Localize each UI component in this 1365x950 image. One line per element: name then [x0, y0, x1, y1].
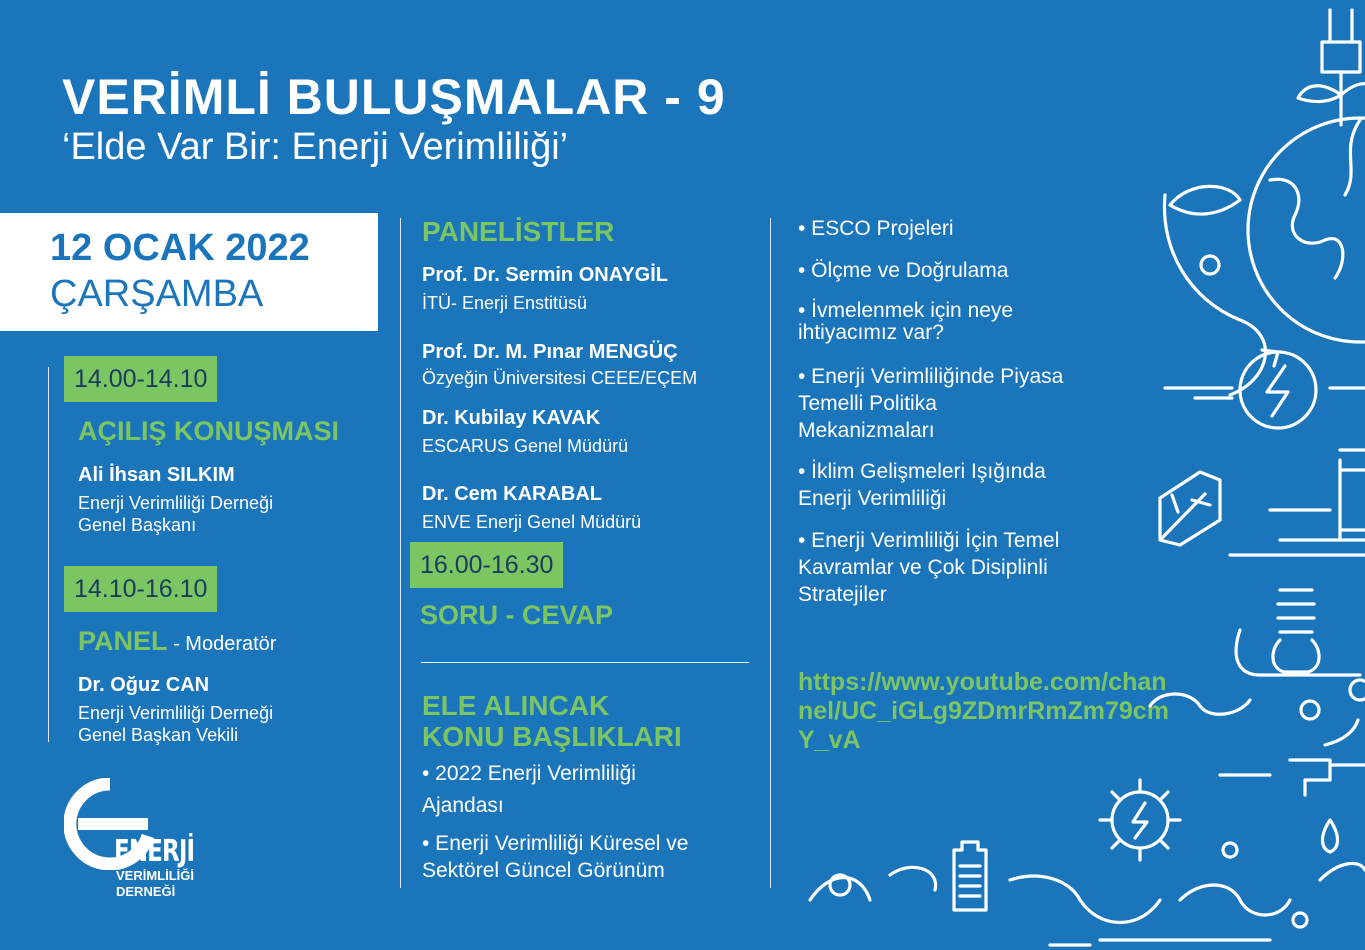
panelist-3-name: Dr. Kubilay KAVAK [422, 407, 601, 429]
topic-item: • Enerji Verimliliği İçin Temel Kavramlar ve Çok Disiplinli Stratejiler [798, 529, 1060, 606]
panelist-3-role: ESCARUS Genel Müdürü [422, 436, 629, 456]
topics-heading [422, 690, 682, 752]
pipe-icon [1230, 450, 1365, 555]
qa-time-badge: 16.00-16.30 [410, 542, 563, 588]
topic-item: • Enerji Verimliliğinde Piyasa Temelli Politika Mekanizmaları [798, 365, 1064, 442]
qa-heading: SORU - CEVAP [420, 600, 614, 630]
panel-heading-suffix: - Moderatör [167, 633, 277, 655]
moderator-name: Dr. Oğuz CAN [78, 674, 210, 696]
sprout-icon [1298, 84, 1365, 102]
qa-separator [421, 662, 749, 663]
event-day: ÇARŞAMBA [50, 273, 264, 315]
event-title: VERİMLİ BULUŞMALAR - 9 [62, 69, 726, 125]
opening-speaker-name: Ali İhsan SILKIM [78, 464, 235, 486]
moderator-role-1: Enerji Verimliliği Derneği [78, 703, 274, 723]
faucet-icon [1220, 720, 1365, 852]
topic-item: • Ölçme ve Doğrulama [798, 259, 1009, 282]
right-divider [770, 218, 771, 888]
gear-bolt-icon [1100, 780, 1180, 860]
opening-heading: AÇILIŞ KONUŞMASI [78, 416, 340, 446]
panelist-4-role: ENVE Enerji Genel Müdürü [422, 512, 642, 532]
topic-item: • 2022 Enerji Verimliliği Ajandası [422, 762, 636, 817]
panelist-4-name: Dr. Cem KARABAL [422, 483, 603, 505]
middle-divider [400, 218, 401, 888]
panelists-heading: PANELİSTLER [422, 216, 615, 247]
topic-item: • İklim Gelişmeleri Işığında Enerji Verimliliği [798, 460, 1046, 510]
panelist-1-role: İTÜ- Enerji Enstitüsü [422, 293, 588, 313]
association-logo [64, 778, 224, 908]
leaf-icon [1160, 472, 1220, 545]
panel-heading: PANEL [78, 626, 168, 656]
logo-word: ENERJİ [114, 834, 195, 869]
decorative-illustration [800, 0, 1365, 950]
topics-heading-line-2: KONU BAŞLIKLARI [422, 721, 682, 752]
moderator-role-2: Genel Başkan Vekili [78, 725, 239, 745]
panelist-2-name: Prof. Dr. M. Pınar MENGÜÇ [422, 341, 678, 363]
opening-speaker-role-2: Genel Başkanı [78, 515, 197, 535]
topic-item: • Enerji Verimliliği Küresel ve Sektörel Güncel Görünüm [422, 832, 689, 882]
event-subtitle: ‘Elde Var Bir: Enerji Verimliliği’ [62, 126, 569, 168]
topics-heading-line-1: ELE ALINCAK [422, 690, 610, 721]
logo-line-2: DERNEĞİ [116, 884, 176, 899]
panel-heading-line [78, 626, 276, 657]
opening-speaker-role-1: Enerji Verimliliği Derneği [78, 493, 274, 513]
light-bulb-icon [1150, 590, 1365, 719]
logo-line-1: VERİMLİLİĞİ [116, 868, 194, 883]
logo-subtext [116, 868, 194, 900]
plug-icon [1322, 10, 1360, 125]
left-divider [48, 367, 49, 742]
event-date: 12 OCAK 2022 [50, 227, 310, 269]
youtube-link[interactable]: https://www.youtube.com/channel/UC_iGLg9ZDmrRmZm79cmY_vA [798, 668, 1169, 754]
battery-icon [954, 842, 986, 910]
wave-lines-icon [810, 843, 1365, 945]
globe-icon [1248, 118, 1365, 342]
topic-item: • ESCO Projeleri [798, 217, 954, 240]
date-box [0, 213, 378, 331]
topic-item: • İvmelenmek için neye ihtiyacımız var? [798, 299, 1014, 344]
panelist-1-name: Prof. Dr. Sermin ONAYGİL [422, 264, 668, 286]
panel-time-badge: 14.10-16.10 [64, 566, 217, 612]
panelist-2-role: Özyeğin Üniversitesi CEEE/EÇEM [422, 368, 698, 388]
opening-time-badge: 14.00-14.10 [64, 356, 217, 402]
